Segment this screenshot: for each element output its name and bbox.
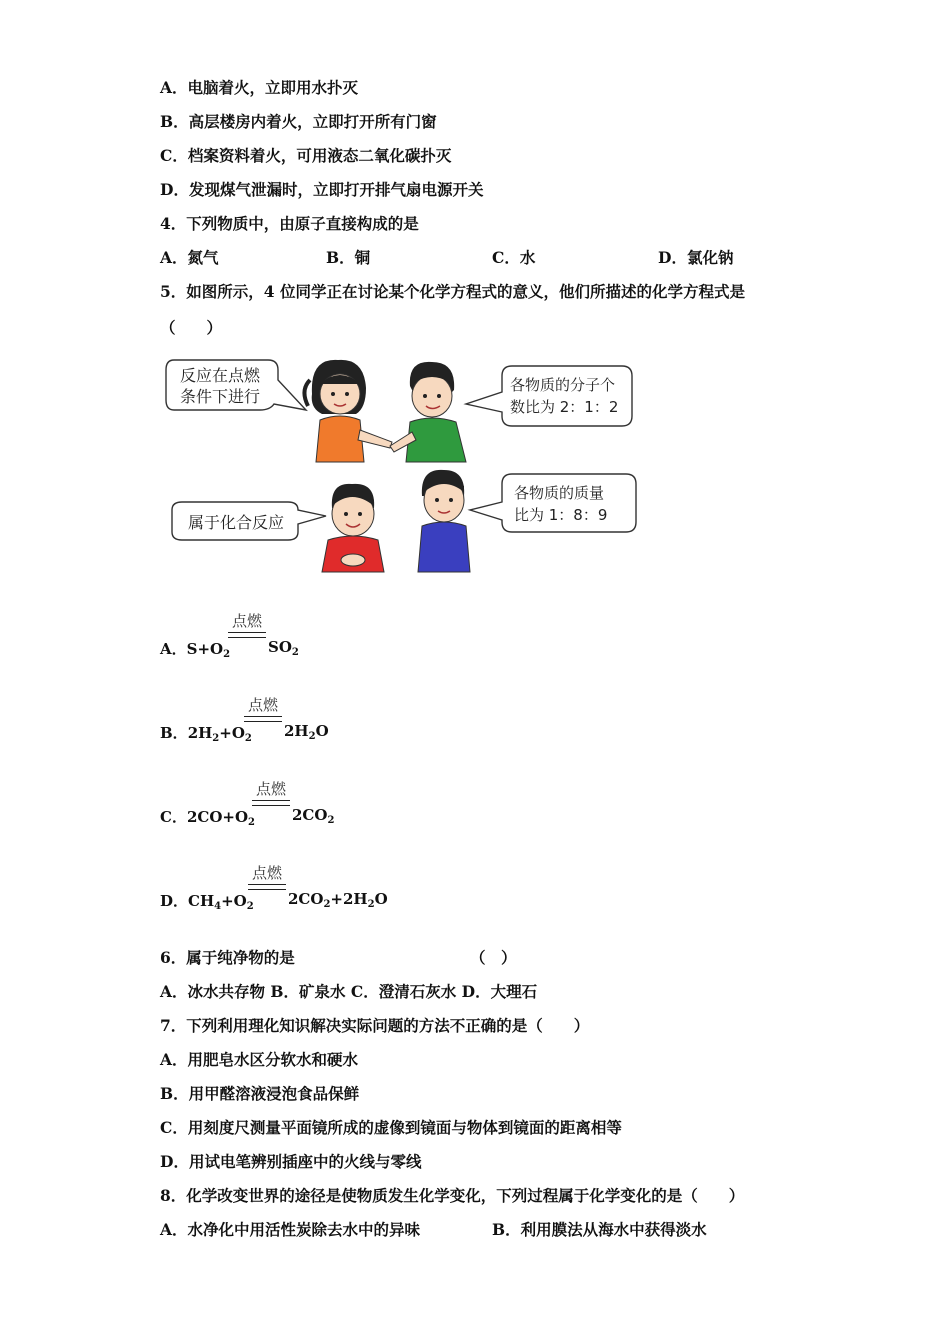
q6-options: A．冰水共存物 B．矿泉水 C．澄清石灰水 D．大理石 bbox=[160, 982, 538, 1001]
q6-paren: （ ） bbox=[470, 948, 517, 967]
condition-label: 点燃 bbox=[255, 780, 286, 798]
q8-option-a: A．水净化中用活性炭除去水中的异味 bbox=[160, 1220, 421, 1239]
bubble-tl-line2: 条件下进行 bbox=[180, 387, 261, 406]
q8-option-b: B．利用膜法从海水中获得淡水 bbox=[492, 1220, 707, 1239]
bubble-bl-line1: 属于化合反应 bbox=[188, 513, 285, 532]
q4-option-d: D．氯化钠 bbox=[658, 248, 734, 267]
bubble-br-line1: 各物质的质量 bbox=[514, 484, 605, 502]
q6-stem: 6．属于纯净物的是 bbox=[160, 948, 295, 967]
bubble-tl-line1: 反应在点燃 bbox=[180, 366, 261, 385]
q7-option-a: A．用肥皂水区分软水和硬水 bbox=[160, 1050, 359, 1069]
speech-bubble-top-right bbox=[466, 366, 632, 426]
q7-option-d: D．用试电笔辨别插座中的火线与零线 bbox=[160, 1152, 422, 1171]
bubble-br-line2: 比为 1：8：9 bbox=[514, 506, 608, 524]
q7-stem: 7．下列利用理化知识解决实际问题的方法不正确的是（ ） bbox=[160, 1016, 590, 1035]
speech-bubble-top-left bbox=[166, 360, 306, 410]
condition-label: 点燃 bbox=[231, 612, 262, 630]
student-girl-icon bbox=[304, 360, 392, 462]
q3-option-d: D．发现煤气泄漏时，立即打开排气扇电源开关 bbox=[160, 180, 484, 199]
speech-bubble-bottom-right bbox=[470, 474, 636, 532]
q8-stem: 8．化学改变世界的途径是使物质发生化学变化，下列过程属于化学变化的是（ ） bbox=[160, 1186, 745, 1205]
discussion-illustration bbox=[160, 350, 650, 578]
q5-stem: 5．如图所示，4 位同学正在讨论某个化学方程式的意义，他们所描述的化学方程式是 bbox=[160, 282, 745, 301]
q7-option-c: C．用刻度尺测量平面镜所成的虚像到镜面与物体到镜面的距离相等 bbox=[160, 1118, 622, 1137]
q3-option-b: B．高层楼房内着火，立即打开所有门窗 bbox=[160, 112, 437, 131]
q4-stem: 4．下列物质中，由原子直接构成的是 bbox=[160, 214, 419, 233]
bubble-tr-line1: 各物质的分子个 bbox=[510, 376, 616, 394]
student-boy-blue-icon bbox=[418, 470, 470, 572]
student-boy-red-icon bbox=[322, 484, 384, 572]
speech-bubble-bottom-left bbox=[172, 502, 326, 540]
condition-label: 点燃 bbox=[251, 864, 282, 882]
q4-option-b: B．铜 bbox=[326, 248, 371, 267]
student-boy-green-icon bbox=[390, 362, 466, 462]
q3-option-a: A．电脑着火，立即用水扑灭 bbox=[160, 78, 359, 97]
bubble-tr-line2: 数比为 2：1：2 bbox=[510, 398, 619, 416]
condition-label: 点燃 bbox=[247, 696, 278, 714]
q3-option-c: C．档案资料着火，可用液态二氧化碳扑灭 bbox=[160, 146, 452, 165]
q5-paren: （ ） bbox=[160, 318, 223, 337]
q4-option-c: C．水 bbox=[492, 248, 536, 267]
q7-option-b: B．用甲醛溶液浸泡食品保鲜 bbox=[160, 1084, 360, 1103]
q4-option-a: A．氮气 bbox=[160, 248, 219, 267]
